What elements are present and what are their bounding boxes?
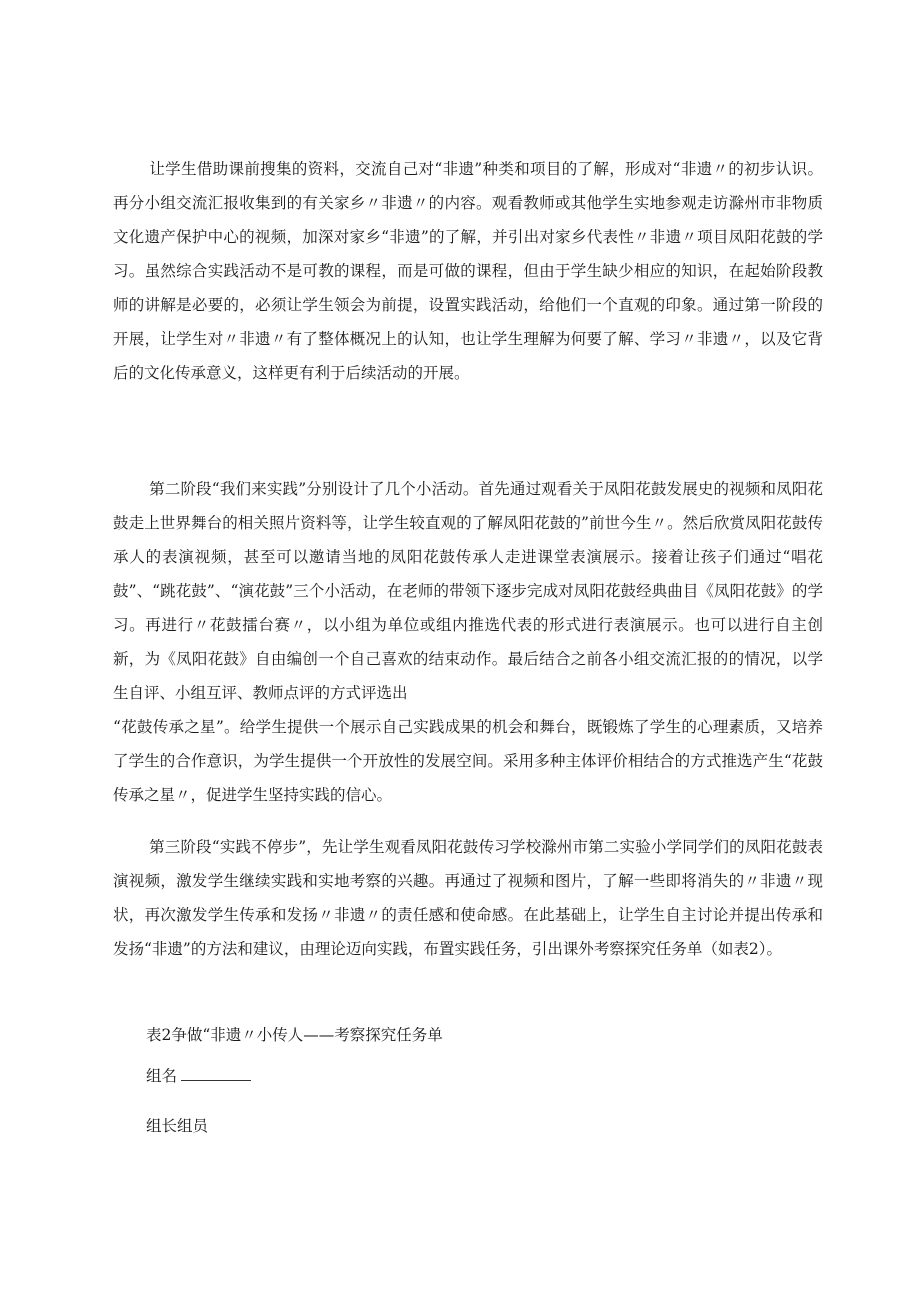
paragraph-stage-three — [113, 830, 823, 966]
paragraph-star-award — [113, 710, 823, 812]
paragraph-text: 第三阶段“实践不停步”，先让学生观看凤阳花鼓传习学校滁州市第二实验小学同学们的凤阳花鼓表演视频，激发学生继续实践和实地考察的兴趣。再通过了视频和图片，了解一些即将消失的〃非遗〃现状，再次激发学生传承和发扬〃非遗〃的责任感和使命感。在此基础上，让学生自主讨论并提出传承和发扬“非遗”的方法和建议，由理论迈向实践，布置实践任务，引出课外考察探究任务单（如表2）。 — [113, 838, 823, 958]
group-name-blank — [181, 1066, 251, 1081]
paragraph-text: 让学生借助课前搜集的资料，交流自己对“非遗”种类和项目的了解，形成对“非遗〃的初步认识。再分小组交流汇报收集到的有关家乡〃非遗〃的内容。观看教师或其他学生实地参观走访滁州市非物质文化遗产保护中心的视频，加深对家乡“非遗”的了解，并引出对家乡代表性〃非遗〃项目凤阳花鼓的学习。虽然综合实践活动不是可教的课程，而是可做的课程，但由于学生缺少相应的知识，在起始阶段教师的讲解是必要的，必须让学生领会为前提，设置实践活动，给他们一个直观的印象。通过第一阶段的开展，让学生对〃非遗〃有了整体概况上的认知，也让学生理解为何要了解、学习〃非遗〃，以及它背后的文化传承意义，这样更有利于后续活动的开展。 — [113, 160, 823, 382]
group-leader-label: 组长组员 — [146, 1117, 209, 1135]
group-name-row — [146, 1064, 251, 1088]
paragraph-text: 第二阶段“我们来实践”分别设计了几个小活动。首先通过观看关于凤阳花鼓发展史的视频和凤阳花鼓走上世界舞台的相关照片资料等，让学生较直观的了解凤阳花鼓的”前世今生〃。然后欣赏凤阳花鼓传承人的表演视频，甚至可以邀请当地的凤阳花鼓传承人走进课堂表演展示。接着让孩子们通过“唱花鼓”、“跳花鼓”、“演花鼓”三个小活动，在老师的带领下逐步完成对凤阳花鼓经典曲目《凤阳花鼓》的学习。再进行〃花鼓擂台赛〃，以小组为单位或组内推选代表的形式进行表演展示。也可以进行自主创新，为《凤阳花鼓》自由编创一个自己喜欢的结束动作。最后结合之前各小组交流汇报的的情况，以学生自评、小组互评、教师点评的方式评选出 — [113, 480, 823, 702]
group-name-label: 组名 — [146, 1067, 178, 1085]
paragraph-text: “花鼓传承之星”。给学生提供一个展示自己实践成果的机会和舞台，既锻炼了学生的心理素质，又培养了学生的合作意识，为学生提供一个开放性的发展空间。采用多种主体评价相结合的方式推选产生“花鼓传承之星〃，促进学生坚持实践的信心。 — [113, 718, 823, 804]
table-caption: 表2争做“非遗〃小传人——考察探究任务单 — [146, 1026, 443, 1044]
paragraph-stage-one — [113, 152, 823, 390]
paragraph-stage-two — [113, 472, 823, 710]
